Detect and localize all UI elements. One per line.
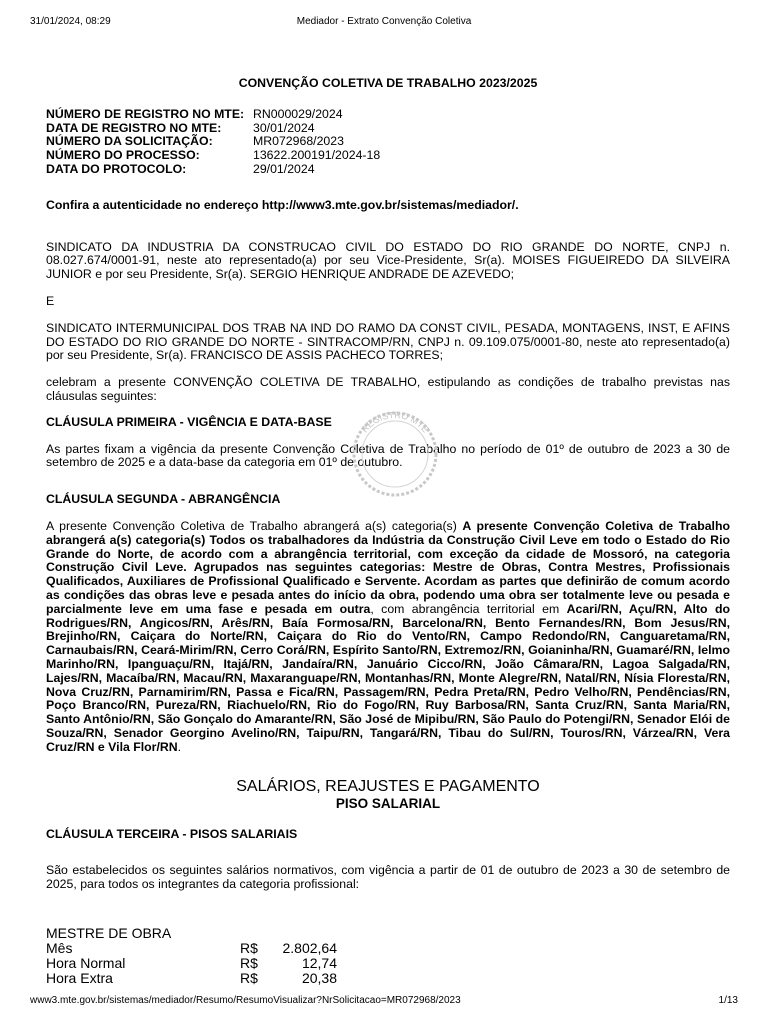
salary-value: 12,74	[301, 954, 337, 971]
clause-2-title: CLÁUSULA SEGUNDA - ABRANGÊNCIA	[46, 492, 281, 507]
salary-row	[46, 941, 730, 956]
salary-currency: R$	[240, 954, 258, 971]
salary-row	[46, 971, 730, 986]
registration-label: DATA DE REGISTRO NO MTE:	[46, 120, 222, 135]
salary-label: Mês	[46, 939, 73, 956]
registration-row	[46, 163, 730, 177]
section-title: SALÁRIOS, REAJUSTES E PAGAMENTO	[236, 778, 540, 796]
registration-label: NÚMERO DO PROCESSO:	[46, 148, 200, 163]
clause-3-text: São estabelecidos os seguintes salários normativos, com vigência a partir de 01 de outubro de 2023 a 30 de setembro de 2025, para todos os integrantes da categoria profissional:	[46, 863, 730, 892]
document-title: CONVENÇÃO COLETIVA DE TRABALHO 2023/2025	[238, 76, 538, 90]
salary-label: Hora Extra	[46, 969, 113, 986]
print-title: Mediador - Extrato Convenção Coletiva	[296, 16, 472, 27]
celebrate-paragraph: celebram a presente CONVENÇÃO COLETIVA DE TRABALHO, estipulando as condições de trabalho previstas nas cláusulas seguintes:	[46, 375, 730, 403]
registration-block	[46, 108, 730, 177]
clause-2-end: .	[177, 739, 182, 754]
salary-table	[46, 926, 730, 986]
registration-value: 13622.200191/2024-18	[253, 148, 381, 163]
salary-value: 20,38	[301, 969, 337, 986]
authenticity-notice: Confira a autenticidade no endereço http://www3.mte.gov.br/sistemas/mediador/.	[46, 197, 519, 212]
print-url: www3.mte.gov.br/sistemas/mediador/Resumo/ResumoVisualizar?NrSolicitacao=MR072968/2023	[30, 995, 461, 1006]
party-workers: SINDICATO INTERMUNICIPAL DOS TRAB NA IND DO RAMO DA CONST CIVIL, PESADA, MONTAGENS, INST, E AFINS DO ESTADO DO RIO GRANDE DO NORTE - SINTRACOMP/RN, CNPJ n. 09.109.075/0001-80, neste ato representado(a) por seu Presidente, Sr(a). FRANCISCO DE ASSIS PACHECO TORRES;	[46, 320, 730, 363]
registration-label: DATA DO PROTOCOLO:	[46, 161, 187, 176]
clause-3-title: CLÁUSULA TERCEIRA - PISOS SALARIAIS	[46, 827, 298, 842]
clause-1-text: As partes fixam a vigência da presente Convenção Coletiva de Trabalho no período de 01º de outubro de 2023 a 30 de setembro de 2025 e a data-base da categoria em 01º de outubro.	[46, 441, 730, 470]
salary-currency: R$	[240, 939, 258, 956]
party-employer: SINDICATO DA INDUSTRIA DA CONSTRUCAO CIVIL DO ESTADO DO RIO GRANDE DO NORTE, CNPJ n. 08.027.674/0001-91, neste ato representado(a) por seu Vice-Presidente, Sr(a). MOISES FIGUEIREDO DA SILVEIRA JUNIOR e por seu Presidente, Sr(a). SERGIO HENRIQUE ANDRADE DE AZEVEDO;	[46, 239, 730, 282]
salary-currency: R$	[240, 969, 258, 986]
clause-2-intro: A presente Convenção Coletiva de Trabalho abrangerá a(s) categoria(s)	[46, 518, 463, 533]
document-body	[46, 72, 730, 986]
registration-label: NÚMERO DE REGISTRO NO MTE:	[46, 106, 245, 121]
registration-value: 29/01/2024	[253, 161, 315, 176]
section-subtitle: PISO SALARIAL	[335, 796, 441, 812]
print-datetime: 31/01/2024, 08:29	[30, 16, 111, 27]
registration-value: RN000029/2024	[253, 106, 343, 121]
salary-category: MESTRE DE OBRA	[46, 924, 172, 941]
page-number: 1/13	[718, 995, 738, 1006]
clause-2-text	[46, 520, 730, 755]
clause-2-categories: A presente Convenção Coletiva de Trabalho abrangerá a(s) categoria(s) Todos os trabalhadores da Indústria da Construção Civil Leve em todo o Estado do Rio Grande do Norte, de acordo com a abrangência territorial, com exceção da cidade de Mossoró, na categoria Construção Civil Leve. Agrupados nas seguintes categorias: Mestre de Obras, Contra Mestres, Profissionais Qualificados, Auxiliares de Profissional Qualificado e Servente. Acordam as partes que definirão de comum acordo as condições das obras leve e pesada antes do início da obra, podendo uma obra ser totalmente leve ou pesada e parcialmente leve em uma fase e pesada em outra	[46, 518, 730, 616]
registration-row	[46, 149, 730, 163]
stamp-text: REGISTRO MTE	[359, 409, 431, 435]
registration-row	[46, 108, 730, 122]
registration-value: MR072968/2023	[253, 134, 344, 149]
salary-row	[46, 956, 730, 971]
clause-1-title: CLÁUSULA PRIMEIRA - VIGÊNCIA E DATA-BASE	[46, 414, 332, 429]
clause-2-mid: , com abrangência territorial em	[370, 601, 567, 616]
registration-value: 30/01/2024	[253, 120, 315, 135]
conjunction: E	[46, 293, 55, 308]
salary-value: 2.802,64	[282, 939, 337, 956]
clause-2-cities: Acari/RN, Açu/RN, Alto do Rodrigues/RN, Angicos/RN, Arês/RN, Baía Formosa/RN, Barcelona/RN, Bento Fernandes/RN, Bom Jesus/RN, Brejinho/RN, Caiçara do Norte/RN, Caiçara do Rio do Vento/RN, Campo Redondo/RN, Canguaretama/RN, Carnaubais/RN, Ceará-Mirim/RN, Cerro Corá/RN, Espírito Santo/RN, Extremoz/RN, Goianinha/RN, Guamaré/RN, Ielmo Marinho/RN, Ipanguaçu/RN, Itajá/RN, Jandaíra/RN, Januário Cicco/RN, João Câmara/RN, Lagoa Salgada/RN, Lajes/RN, Macaíba/RN, Macau/RN, Maxaranguape/RN, Montanhas/RN, Monte Alegre/RN, Natal/RN, Nísia Floresta/RN, Nova Cruz/RN, Parnamirim/RN, Passa e Fica/RN, Passagem/RN, Pedra Preta/RN, Pedro Velho/RN, Pendências/RN, Poço Branco/RN, Pureza/RN, Riachuelo/RN, Rio do Fogo/RN, Ruy Barbosa/RN, Santa Cruz/RN, Santa Maria/RN, Santo Antônio/RN, São Gonçalo do Amarante/RN, São José de Mipibu/RN, São Paulo do Potengi/RN, Senador Elói de Souza/RN, Senador Georgino Avelino/RN, Taipu/RN, Tangará/RN, Tibau do Sul/RN, Touros/RN, Várzea/RN, Vera Cruz/RN e Vila Flor/RN	[46, 601, 730, 754]
salary-label: Hora Normal	[46, 954, 126, 971]
registration-label: NÚMERO DA SOLICITAÇÃO:	[46, 134, 213, 149]
